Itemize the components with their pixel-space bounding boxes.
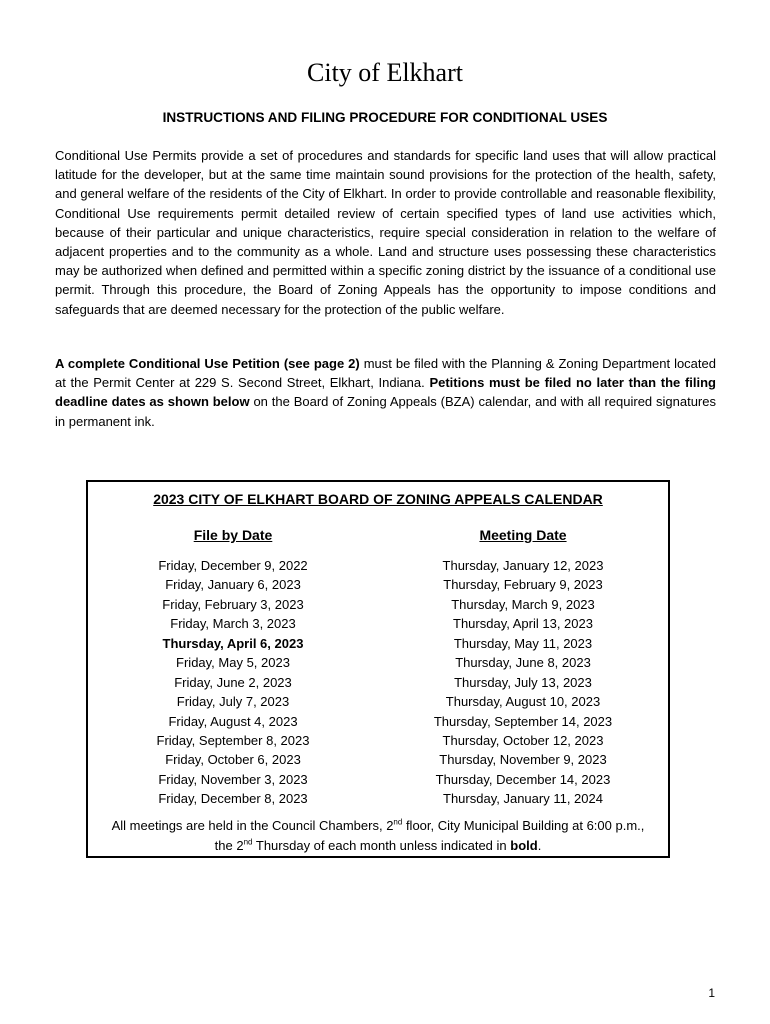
file-date-row: Friday, December 8, 2023 [158, 791, 308, 807]
note-sup-1: nd [393, 817, 403, 827]
meeting-date-row: Thursday, July 13, 2023 [454, 674, 592, 690]
meeting-date-row: Thursday, October 12, 2023 [442, 732, 604, 748]
meeting-date-row: Thursday, August 10, 2023 [445, 694, 601, 710]
filing-text-1: must be filed with the Planning & Zoning Department located at the Permit Center at 229 S. Second Street, Elkhart, Indiana. [55, 356, 716, 391]
note-part-1: All meetings are held in the Council Chambers, 2 [111, 818, 394, 833]
file-date-row: Friday, August 4, 2023 [168, 713, 298, 729]
filing-paragraph [55, 354, 716, 431]
file-date-row: Friday, October 6, 2023 [165, 752, 301, 768]
deadline-bold-text: Petitions must be filed no later than the filing deadline dates as shown below [55, 375, 716, 410]
page-subtitle: INSTRUCTIONS AND FILING PROCEDURE FOR CONDITIONAL USES [162, 110, 608, 125]
file-date-row: Friday, July 7, 2023 [176, 694, 290, 710]
meeting-date-row: Thursday, February 9, 2023 [443, 577, 603, 593]
file-date-row: Friday, June 2, 2023 [174, 674, 292, 690]
petition-bold-text: A complete Conditional Use Petition (see page 2) [55, 356, 360, 371]
meeting-date-row: Thursday, December 14, 2023 [435, 771, 611, 787]
file-by-date-column [88, 526, 378, 809]
file-date-row: Friday, May 5, 2023 [176, 655, 290, 671]
meeting-date-row: Thursday, May 11, 2023 [453, 635, 593, 651]
file-date-row: Friday, March 3, 2023 [170, 616, 296, 632]
calendar-note [88, 816, 668, 856]
file-date-row: Friday, December 9, 2022 [158, 558, 308, 573]
meeting-date-list [378, 556, 668, 809]
file-by-date-header: File by Date [193, 527, 273, 543]
calendar-title: 2023 CITY OF ELKHART BOARD OF ZONING APPEALS CALENDAR [153, 491, 603, 507]
note-bold: bold [510, 838, 538, 853]
page-title: City of Elkhart [307, 58, 463, 87]
meeting-date-row: Thursday, June 8, 2023 [455, 655, 591, 671]
meeting-date-row: Thursday, March 9, 2023 [451, 596, 595, 612]
meeting-date-row: Thursday, January 12, 2023 [442, 558, 604, 573]
file-date-row: Thursday, April 6, 2023 [162, 635, 304, 651]
file-date-row: Friday, January 6, 2023 [165, 577, 301, 593]
file-date-row: Friday, February 3, 2023 [162, 596, 304, 612]
meeting-date-row: Thursday, April 13, 2023 [453, 616, 593, 632]
filing-text-2: on the Board of Zoning Appeals (BZA) calendar, and with all required signatures in permanent ink. [55, 394, 716, 429]
file-date-row: Friday, September 8, 2023 [156, 732, 310, 748]
note-sup-2: nd [243, 837, 253, 847]
note-part-4: Thursday of each month unless indicated in [252, 838, 511, 853]
note-part-5: . [537, 838, 542, 853]
meeting-date-header: Meeting Date [479, 527, 567, 543]
page-number: 1 [708, 986, 715, 1000]
file-date-row: Friday, November 3, 2023 [158, 771, 308, 787]
meeting-date-row: Thursday, January 11, 2024 [443, 791, 603, 807]
file-date-list [88, 556, 378, 809]
meeting-date-row: Thursday, November 9, 2023 [439, 752, 607, 768]
meeting-date-column [378, 526, 668, 809]
intro-paragraph: Conditional Use Permits provide a set of procedures and standards for specific land uses that will allow practical latitude for the developer, but at the same time maintain sound provisions for the protection of the health, safety, and general welfare of the residents of the City of Elkhart. In order to provide controllable and reasonable flexibility, Conditional Use requirements permit detailed review of certain specified types of land use activities which, because of their particular and unique characteristics, require special consideration in relation to the welfare of adjacent properties and to the community as a whole. Land and structure uses possessing these characteristics may be authorized when defined and permitted within a specific zoning district by the issuance of a conditional use permit. Through this procedure, the Board of Zoning Appeals has the opportunity to impose conditions and safeguards that are deemed necessary for the protection of the public welfare. [55, 148, 716, 317]
meeting-date-row: Thursday, September 14, 2023 [433, 713, 613, 729]
bza-calendar-box [86, 480, 670, 858]
note-part-2: floor, City Municipal Building at 6:00 p.m., [402, 818, 645, 833]
note-part-3: the 2 [214, 838, 244, 853]
